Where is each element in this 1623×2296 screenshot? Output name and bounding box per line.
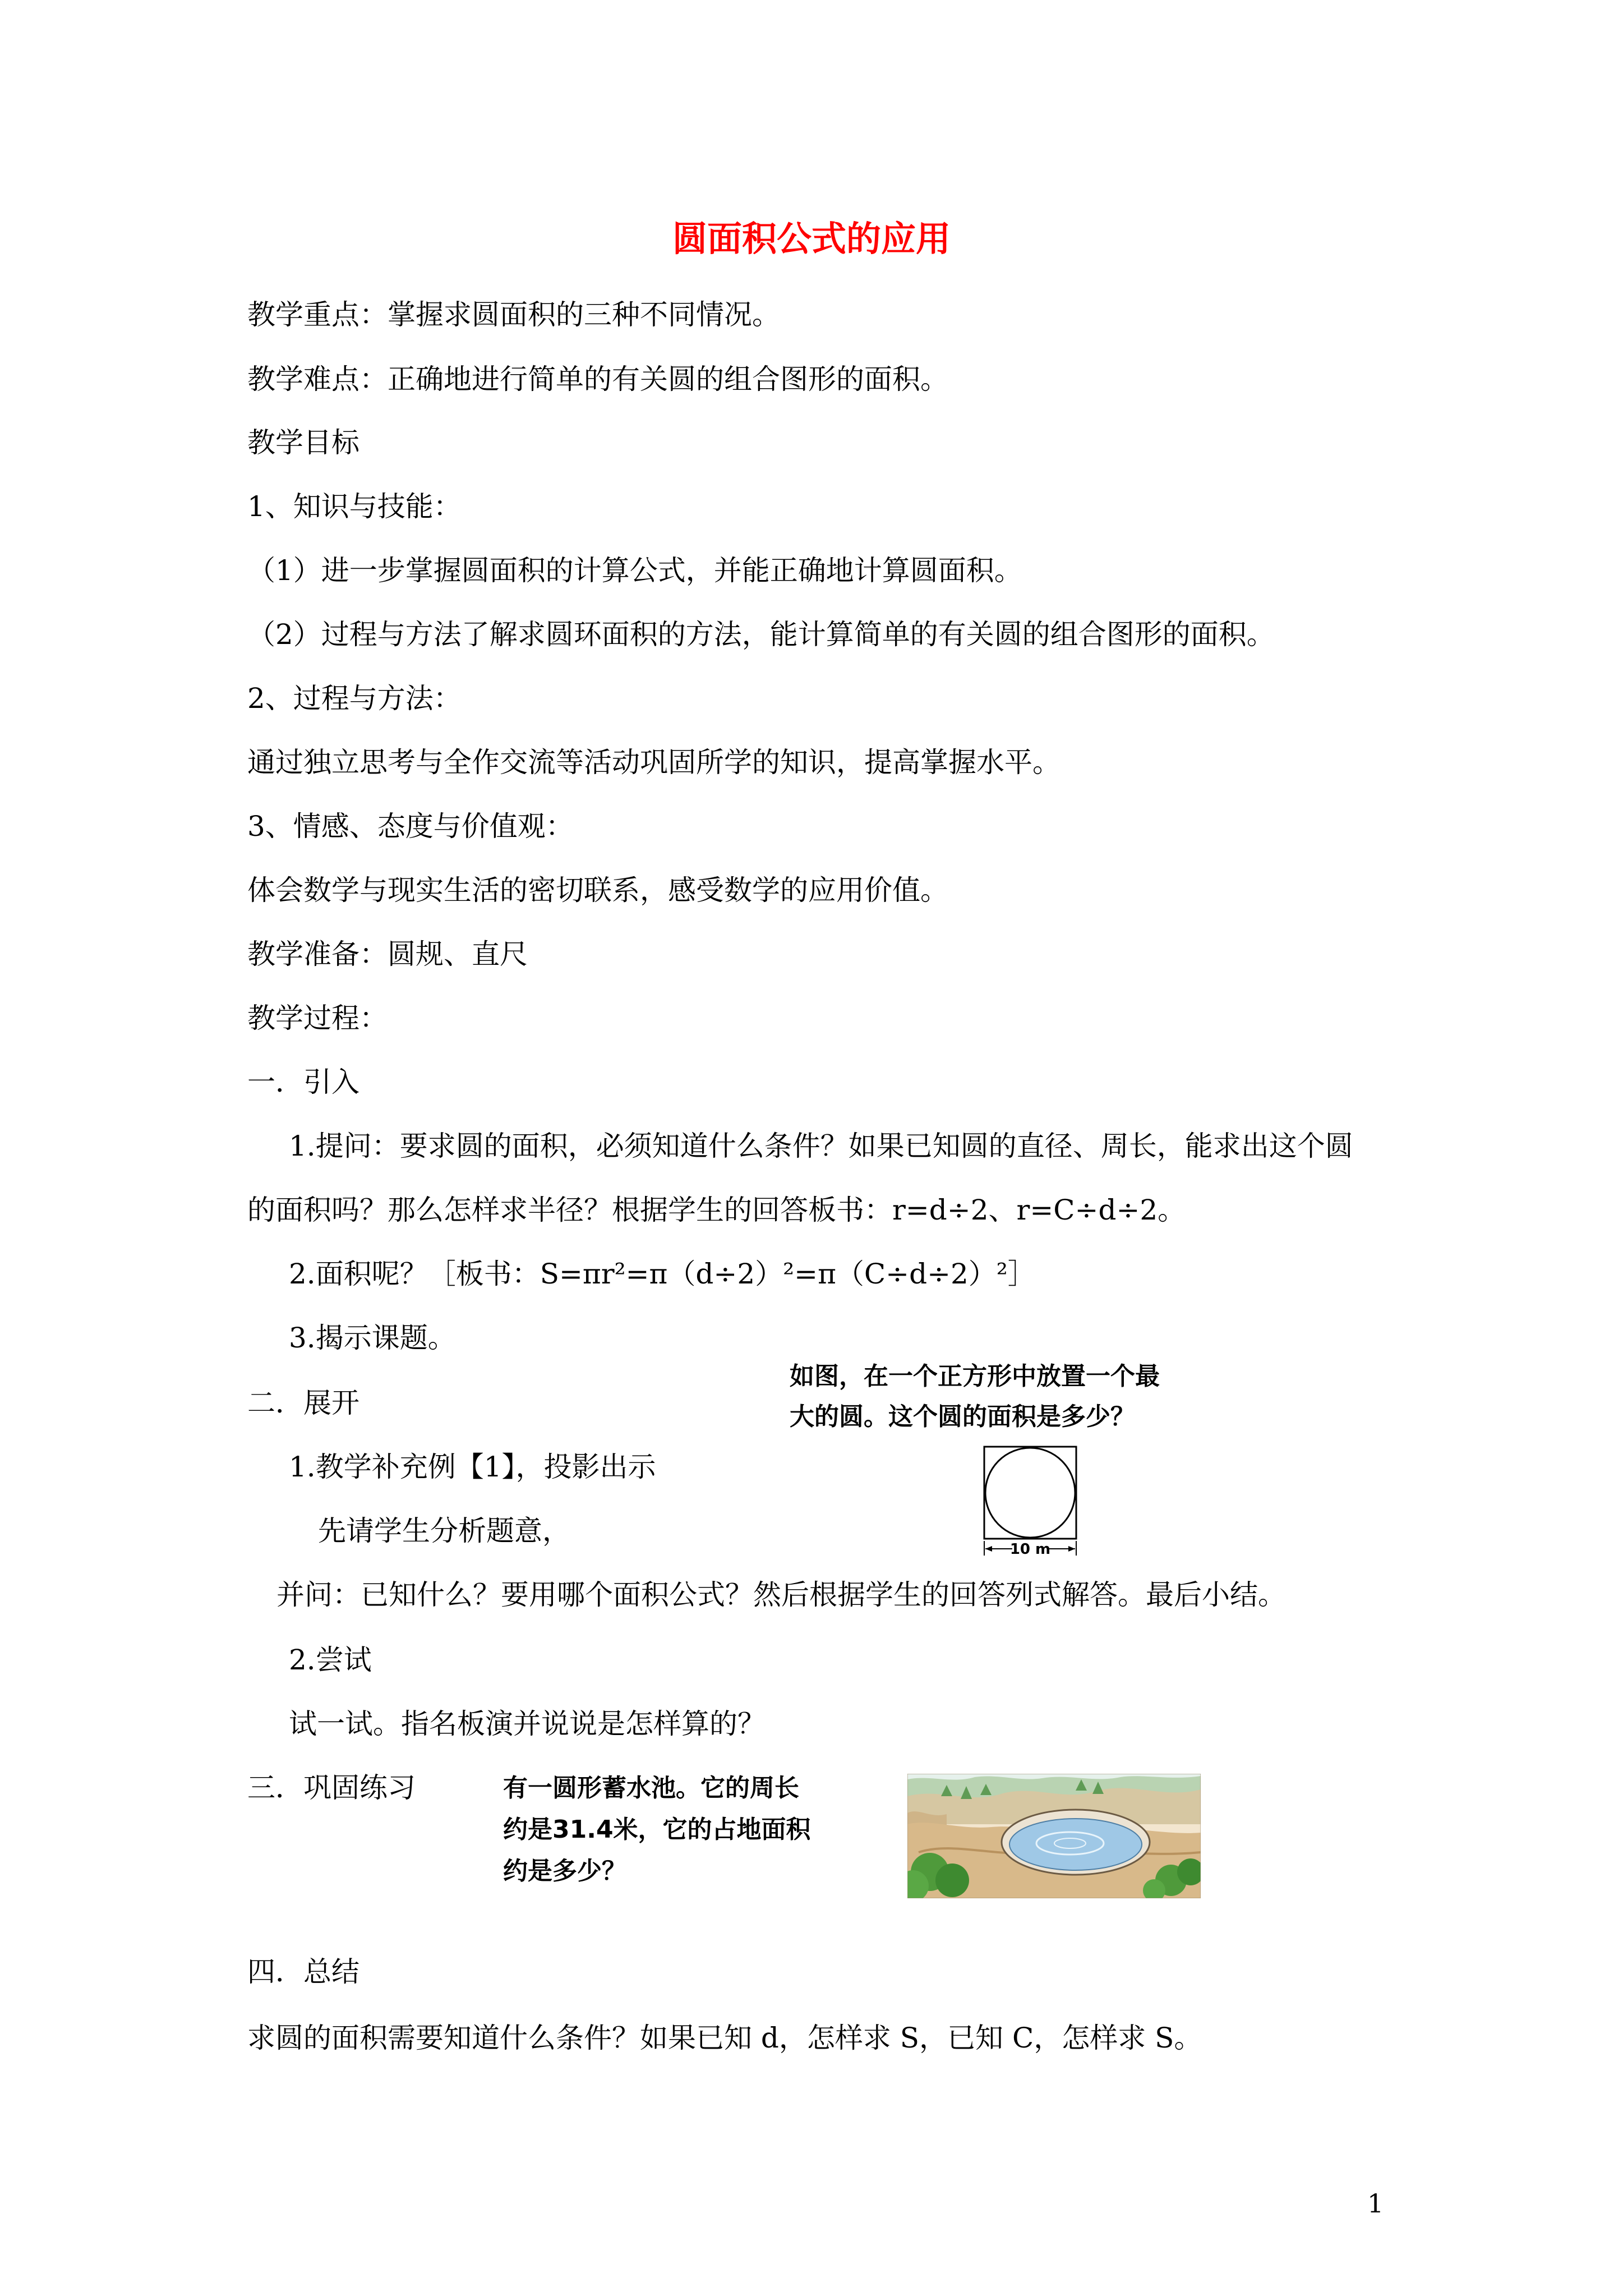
- section-1-heading: 一．引入: [247, 1066, 359, 1098]
- water-surface: [1009, 1819, 1142, 1870]
- goal-1: 1、知识与技能：: [247, 490, 462, 523]
- page-title: 圆面积公式的应用: [672, 218, 951, 259]
- goal-2: 2、过程与方法：: [247, 682, 462, 715]
- figure2-text-line1: 有一圆形蓄水池。它的周长: [503, 1774, 799, 1802]
- goal-2a: 通过独立思考与全作交流等活动巩固所学的知识，提高掌握水平。: [247, 746, 1061, 779]
- section-4-text: 求圆的面积需要知道什么条件？如果已知 d，怎样求 S，已知 C，怎样求 S。: [247, 2022, 1202, 2054]
- inscribed-circle: [985, 1448, 1075, 1538]
- figure2-text-line3: 约是多少？: [503, 1857, 626, 1885]
- section-2-heading: 二．展开: [247, 1387, 359, 1419]
- goal-3a: 体会数学与现实生活的密切联系，感受数学的应用价值。: [247, 874, 948, 907]
- arrow-left-icon: [985, 1546, 992, 1552]
- section-2-item-1c: 并问：已知什么？要用哪个面积公式？然后根据学生的回答列式解答。最后小结。: [276, 1579, 1286, 1611]
- figure2-text-line2: 约是31.4米，它的占地面积: [503, 1815, 811, 1844]
- arrow-right-icon: [1068, 1546, 1075, 1552]
- teaching-focus: 教学重点：掌握求圆面积的三种不同情况。: [247, 298, 780, 331]
- section-1-item-1b: 的面积吗？那么怎样求半径？根据学生的回答板书：r=d÷2、r=C÷d÷2。: [247, 1194, 1186, 1226]
- page-number: 1: [1367, 2188, 1384, 2219]
- figure1-text-line2: 大的圆。这个圆的面积是多少？: [790, 1402, 1135, 1431]
- teaching-difficulty: 教学难点：正确地进行简单的有关圆的组合图形的面积。: [247, 363, 948, 395]
- section-2-item-1: 1.教学补充例【1】，投影出示: [289, 1451, 656, 1483]
- reservoir-illustration: [907, 1774, 1201, 1898]
- section-3-heading: 三．巩固练习: [247, 1772, 416, 1804]
- section-1-item-2: 2.面积呢？［板书：S=πr²=π（d÷2）²=π（C÷d÷2）²］: [289, 1258, 1036, 1290]
- square-circle-figure: [979, 1444, 1080, 1559]
- goal-1b: （2）过程与方法了解求圆环面积的方法，能计算简单的有关圆的组合图形的面积。: [247, 618, 1275, 651]
- section-1-item-3: 3.揭示课题。: [289, 1322, 456, 1354]
- section-2-item-1b: 先请学生分析题意，: [318, 1515, 570, 1547]
- figure1-text-line1: 如图，在一个正方形中放置一个最: [790, 1362, 1160, 1391]
- section-4-heading: 四．总结: [247, 1955, 359, 1988]
- goal-heading: 教学目标: [247, 426, 359, 459]
- section-1-item-1a: 1.提问：要求圆的面积，必须知道什么条件？如果已知圆的直径、周长，能求出这个圆: [289, 1130, 1353, 1162]
- section-2-item-2: 2.尝试: [289, 1644, 372, 1676]
- teaching-prep: 教学准备：圆规、直尺: [247, 938, 528, 970]
- section-2-item-2b: 试一试。指名板演并说说是怎样算的？: [289, 1708, 766, 1740]
- dimension-label: 10 m: [1009, 1541, 1051, 1558]
- goal-3: 3、情感、态度与价值观：: [247, 810, 574, 843]
- teaching-process: 教学过程：: [247, 1002, 388, 1034]
- goal-1a: （1）进一步掌握圆面积的计算公式，并能正确地计算圆面积。: [247, 554, 1022, 587]
